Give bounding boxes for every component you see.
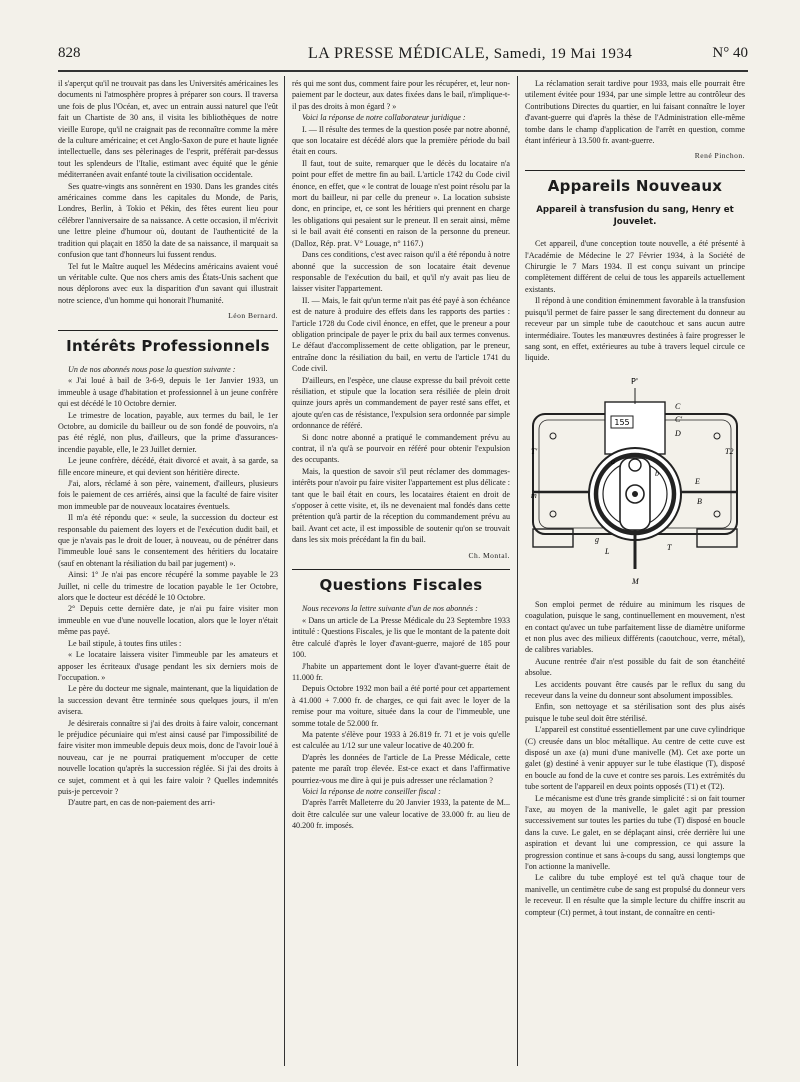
- label-mm: M: [632, 576, 639, 586]
- paragraph: Il m'a été répondu que: « seule, la succession du docteur est responsable du paiement des loyers et de l'exécution dudit bail, et que je n'avais pas le droit de louer, à nouveau, ou de pénétrer dans l'immeuble loué sans le consentement des héritiers du locataire (sauf en obtenant la résiliation du bail par jugement) ».: [58, 513, 278, 568]
- label-e: E: [695, 476, 700, 486]
- paragraph: Depuis Octobre 1932 mon bail a été porté pour cet appartement à 41.000 + 7.000 fr. de charges, ce qui fait avec le loyer de la remise pour ma voiture, située dans la cour de l'immeuble, une somme totale de 52.000 fr.: [292, 684, 510, 728]
- column-2: [292, 78, 510, 832]
- label-p: P': [631, 376, 639, 386]
- paragraph: Le jeune confrère, décédé, était divorcé et avait, à sa garde, sa fille encore mineure, et qui devient son héritière directe.: [58, 456, 278, 477]
- lead-text: Un de nos abonnés nous pose la question suivante :: [68, 364, 236, 374]
- paragraph: 2° Depuis cette dernière date, je n'ai pu faire visiter mon immeuble en vue d'une nouvelle location, alors que le loyer n'était même pas payé.: [58, 604, 278, 637]
- paragraph: D'après les données de l'article de La Presse Médicale, cette patente me paraît trop élevée. Est-ce exact et dans l'affirmative pourriez-vous me dire à qui je puis adresser une réclamation ?: [292, 752, 510, 785]
- answer-signature: Ch. Montal.: [468, 550, 510, 560]
- section-rule: [292, 569, 510, 570]
- mounting-screw: [550, 433, 556, 439]
- label-tt: T: [667, 542, 672, 552]
- label-t1: T': [531, 446, 538, 456]
- column-1: [58, 78, 278, 809]
- label-c-prime: C': [675, 414, 683, 424]
- mounting-screw: [714, 511, 720, 517]
- section-rule: [525, 170, 745, 171]
- paragraph: Son emploi permet de réduire au minimum les risques de coagulation, puisque le sang, continuellement en mouvement, n'est en contact qu'avec un tube parfaitement lisse de diamètre uniforme et non plus avec des milieux différents (caoutchouc, verre, métal), de calibres variables.: [525, 599, 745, 655]
- transfusion-apparatus-figure: [525, 374, 745, 589]
- paragraph: II. — Mais, le fait qu'un terme n'ait pas été payé à son échéance est de nature à produire des effets dans les rapports des parties : l'article 1728 du Code civil énonce, en effet, que le preneur a pour obligation principale de payer le prix du bail aux termes convenus. Le défaut d'accomplissement de cette obligation, par le preneur, entraîne donc la résiliation du bail, en vertu de l'article 1741 du Code civil.: [292, 295, 510, 374]
- label-a: a: [611, 456, 615, 466]
- column-divider-2: [517, 76, 518, 1066]
- paragraph: Mais, la question de savoir s'il peut réclamer des dommages-intérêts pour n'avoir pu faire visiter l'appartement est plus délicate : tant que le bail était en cours, les locataires étaient en droit de s'opposer à cette visite, et, ils ne devenaient mal fondés dans cette prétention qu'à partir de la réception du commandement prévu au bail. Avant cet acte, il est impossible de soutenir qu'on se trouvait dans les six mois précédant la fin du bail.: [292, 466, 510, 545]
- paragraph: Enfin, son nettoyage et sa stérilisation sont des plus aisés puisque le tube seul doit être stérilisé.: [525, 702, 745, 723]
- paragraph: L'appareil est constitué essentiellement par une cuve cylindrique (C) creusée dans un bloc métallique. Au centre de cette cuve est disposé un axe (a) muni d'une manivelle (M). Cet axe porte un galet (g) destiné à venir appuyer sur le tube élastique (T), disposé en boucle au fond de la cuve et contre ses parois. Les extrémités du tube sortent de l'appareil en deux points opposés (T1) et (T2).: [525, 725, 745, 792]
- label-b: b: [655, 468, 659, 478]
- paragraph: Le bail stipule, à toutes fins utiles :: [68, 638, 182, 648]
- journal-header: [308, 45, 632, 63]
- roller-wheel: [629, 459, 641, 471]
- legal-answer: [292, 124, 510, 546]
- mounting-screw: [714, 433, 720, 439]
- label-d: D: [675, 428, 681, 438]
- paragraph: Ma patente s'élève pour 1933 à 26.819 fr. 71 et je vois qu'elle est calculée au 1/12 sur une valeur locative de 40.200 fr.: [292, 729, 510, 751]
- section-title-interets: Intérêts Professionnels: [66, 336, 270, 355]
- label-g: g: [595, 534, 599, 544]
- header-rule: [58, 70, 748, 72]
- label-t2: T2: [725, 446, 734, 456]
- page-header: [58, 40, 748, 70]
- paragraph: « Dans un article de La Presse Médicale du 23 Septembre 1933 intitulé : Questions Fiscales, je lis que le montant de la patente doit être calculé d'après le loyer d'avant-guerre, majoré de 185 pour 100.: [292, 615, 510, 660]
- paragraph: Les accidents pouvant être causés par le reflux du sang du receveur dans la veine du donneur sont absolument impossibles.: [525, 679, 745, 700]
- paragraph: I. — Il résulte des termes de la question posée par notre abonné, que son locataire est décédé alors que la première période du bail était en cours.: [292, 124, 510, 157]
- fiscal-signature: René Pinchon.: [694, 151, 745, 161]
- paragraph: Il faut, tout de suite, remarquer que le décès du locataire n'a point pour effet de mettre fin au bail. L'article 1742 du Code civil énonce, en effet, que « le contrat de louage n'est point résolu par la mort du bailleur, ni par celle du preneur ». La location subsiste donc, en principe, et, ce sont les héritiers qui prennent en charge les obligations qui pesaient sur le preneur. Il en serait ainsi, même si le bail avait été consenti en raison de la personne du preneur. (Dalloz, Rép. prat. V° Louage, n° 1167.): [292, 158, 510, 248]
- paragraph: D'après l'arrêt Malleterre du 20 Janvier 1933, la patente de M... doit être calculée sur une valeur locative de 33.000 fr. au lieu de 40.200 fr. imposés.: [292, 798, 510, 831]
- article-subtitle: Appareil à transfusion du sang, Henry et Jouvelet.: [536, 205, 734, 228]
- paragraph: il s'aperçut qu'il ne trouvait pas dans les Universités américaines les documents ni l'atmosphère propres à préparer son cours. Il traversa une fois de plus l'Océan, et, avec un entrain aussi naturel que l'eût fait un Chartiste de 30 ans, il visita les bibliothèques de notre vieille Europe, qu'il ne craignait pas de reconnaître comme la mère de la culture américaine; et cet Anglo-Saxon de pure et haute lignée intellectuelle, dans ses pèlerinages de l'esprit, préférait par-dessus tout les splendeurs de l'Italie, estimant avec équité que le génie méditerranéen avait enfanté toute la civilisation occidentale.: [58, 79, 278, 180]
- paragraph: Tel fut le Maître auquel les Médecins américains avaient voué un véritable culte. Que nos chers amis des États-Unis sachent que nous déplorons avec eux la disparition d'un savant qui illustrait notre science, d'un homme qui honorait l'humanité.: [58, 261, 278, 305]
- paragraph: rés qui me sont dus, comment faire pour les récupérer, et, leur non-paiement par le docteur, aux dates fixées dans le bail, n'implique-t-il pas des droits à mon égard ? »: [292, 79, 510, 111]
- paragraph: Si donc notre abonné a pratiqué le commandement prévu au contrat, il n'a qu'à se pourvoir en référé pour obtenir l'expulsion des occupants.: [292, 432, 510, 465]
- question-letter: [58, 375, 278, 808]
- label-bb: B: [697, 496, 702, 506]
- obituary-text: [58, 78, 278, 306]
- obituary-signature: Léon Bernard.: [228, 311, 278, 321]
- answer-heading: Voici la réponse de notre conseiller fiscal :: [302, 786, 441, 796]
- lead-text: Nous recevons la lettre suivante d'un de nos abonnés :: [302, 604, 478, 614]
- mounting-screw: [550, 511, 556, 517]
- paragraph: Aucune rentrée d'air n'est possible du fait de son étanchéité absolue.: [525, 656, 745, 678]
- issue-date: Samedi, 19 Mai 1934: [493, 46, 633, 62]
- page-number: 828: [58, 45, 81, 61]
- paragraph: Le père du docteur me signale, maintenant, que la liquidation de la succession devant être terminée sous quelques jours, il m'en avisera.: [58, 684, 278, 717]
- journal-title: LA PRESSE MÉDICALE,: [308, 45, 490, 62]
- paragraph: D'ailleurs, en l'espèce, une clause expresse du bail prévoit cette résiliation, et stipule que la location sera résiliée de plein droit quinze jours après un commandement de payer resté sans effet, et ajoute qu'en cas de résistance, l'expulsion sera ordonnée par simple ordonnance de référé.: [292, 375, 510, 431]
- axis-hub: [632, 491, 638, 497]
- paragraph: Le mécanisme est d'une très grande simplicité : si on fait tourner l'axe, au moyen de la manivelle, le galet agit par pression successivement sur toutes les parties du tube (T) disposé en boucle dans la cuve. Le galet, en se déplaçant ainsi, crée derrière lui une aspiration et devant lui une compression, ce qui assure la progression continue et sans à-coups du sang, aussi longtemps que l'on actionne la manivelle.: [525, 793, 745, 872]
- paragraph: La réclamation serait tardive pour 1933, mais elle pourrait être utilement évitée pour 1934, par une simple lettre au contrôleur des Contributions Directes du quartier, en lui faisant connaître le loyer d'avant-guerre qui d'après la thèse de l'Administration elle-même tombe dans le champ d'application de l'arrêt en question, comme étant inférieur à 13.500 fr. avant-guerre.: [525, 79, 745, 146]
- paragraph: J'ai, alors, réclamé à son père, vainement, d'ailleurs, plusieurs fois le paiement de ces arriérés, ainsi que la faculté de faire visiter mon immeuble par de nouveaux locataires éventuels.: [58, 479, 278, 511]
- paragraph: J'habite un appartement dont le loyer d'avant-guerre était de 11.000 fr.: [292, 661, 510, 682]
- label-m-small: m: [531, 490, 537, 500]
- apparatus-drawing: [525, 374, 745, 589]
- column-3: [525, 78, 745, 918]
- paragraph: Le calibre du tube employé est tel qu'à chaque tour de manivelle, un centimètre cube de sang est propulsé du donneur vers le receveur. Il en résulte que la simple lecture du chiffre inscrit au compteur (Ct) permet, à tout instant, de connaître en centi-: [525, 873, 745, 917]
- paragraph: Ainsi: 1° Je n'ai pas encore récupéré la somme payable le 23 Juillet, ni celle du trimestre de location payable le 1er Octobre, alors que le docteur est décédé le 10 Octobre.: [58, 570, 278, 603]
- apparatus-description: [525, 599, 745, 918]
- label-c: C: [675, 401, 681, 411]
- paragraph: Ses quatre-vingts ans sonnèrent en 1930. Dans les grandes cités américaines comme dans les capitales du Monde, de Paris, Londres, Berlin, à Tokio et Pékin, des fêtes eurent lieu pour célébrer l'anniversaire de sa naissance. A cette occasion, il m'écrivit une lettre pleine d'humour où, doutant de l'authenticité de la tradition qui plaçait en 1850 la date de sa naissance, il marquait sa confusion que tant d'honneurs lui fussent rendus.: [58, 181, 278, 260]
- paragraph: Dans ces conditions, c'est avec raison qu'il a été répondu à notre abonné que la succession de son locataire était devenue responsable de l'exécution du bail, et qu'il n'y avait pas lieu de laisser visiter l'appartement.: [292, 250, 510, 294]
- column-divider-1: [284, 76, 285, 1066]
- paragraph: « J'ai loué à bail de 3-6-9, depuis le 1er Janvier 1933, un immeuble à usage d'habitation et professionnel à un jeune confrère qui est décédé le 10 Octobre dernier.: [58, 376, 278, 409]
- paragraph: Le trimestre de location, payable, aux termes du bail, le 1er Octobre, au domicile du bailleur ou de son fondé de pouvoirs, n'a pas été réglé, non plus, d'ailleurs, que la prime d'assurances-incendie payable, elle, le 23 Juillet dernier.: [58, 410, 278, 454]
- paragraph: « Le locataire laissera visiter l'immeuble par les amateurs et apposer les écriteaux d'usage pendant les six derniers mois de l'occupation. »: [58, 650, 278, 682]
- fiscal-letter: [292, 615, 510, 786]
- answer-heading: Voici la réponse de notre collaborateur juridique :: [302, 113, 466, 123]
- paragraph: Il répond à une condition éminemment favorable à la transfusion puisqu'il permet de faire passer le sang directement du donneur au receveur par un simple tube de caoutchouc et sans aucun autre intermédiaire. Toutes les manœuvres destinées à faire progresser le sang sont, en effet, extérieures au tube à travers lequel circule ce liquide.: [525, 296, 745, 363]
- section-rule: [58, 330, 278, 331]
- paragraph: Je désirerais connaître si j'ai des droits à faire valoir, concernant le préjudice pécuniaire qui m'est ainsi causé par l'impossibilité de faire visiter mon immeuble depuis deux mois, donc de l'avoir loué à nouveau, car je ne pourrai pratiquement m'occuper de cette nouvelle location qu'après la succession réglée. Si j'ai des droits à ce sujet, comment et à qui les faire valoir ? Quelles indemnités puis-je percevoir ?: [58, 718, 278, 796]
- section-title-appareils: Appareils Nouveaux: [547, 176, 723, 195]
- paragraph: Cet appareil, d'une conception toute nouvelle, a été présenté à l'Académie de Médecine le 27 Février 1934, à la Société de Chirurgie le 7 Mars 1934. Il est conçu suivant un principe complètement différent de celui de tous les appareils actuellement existants.: [525, 239, 745, 294]
- section-title-fiscales: Questions Fiscales: [319, 576, 483, 595]
- counter-digits: 155: [614, 417, 630, 427]
- label-l: L: [605, 546, 610, 556]
- issue-number: N° 40: [712, 45, 748, 61]
- paragraph: D'autre part, en cas de non-paiement des arri-: [68, 798, 216, 808]
